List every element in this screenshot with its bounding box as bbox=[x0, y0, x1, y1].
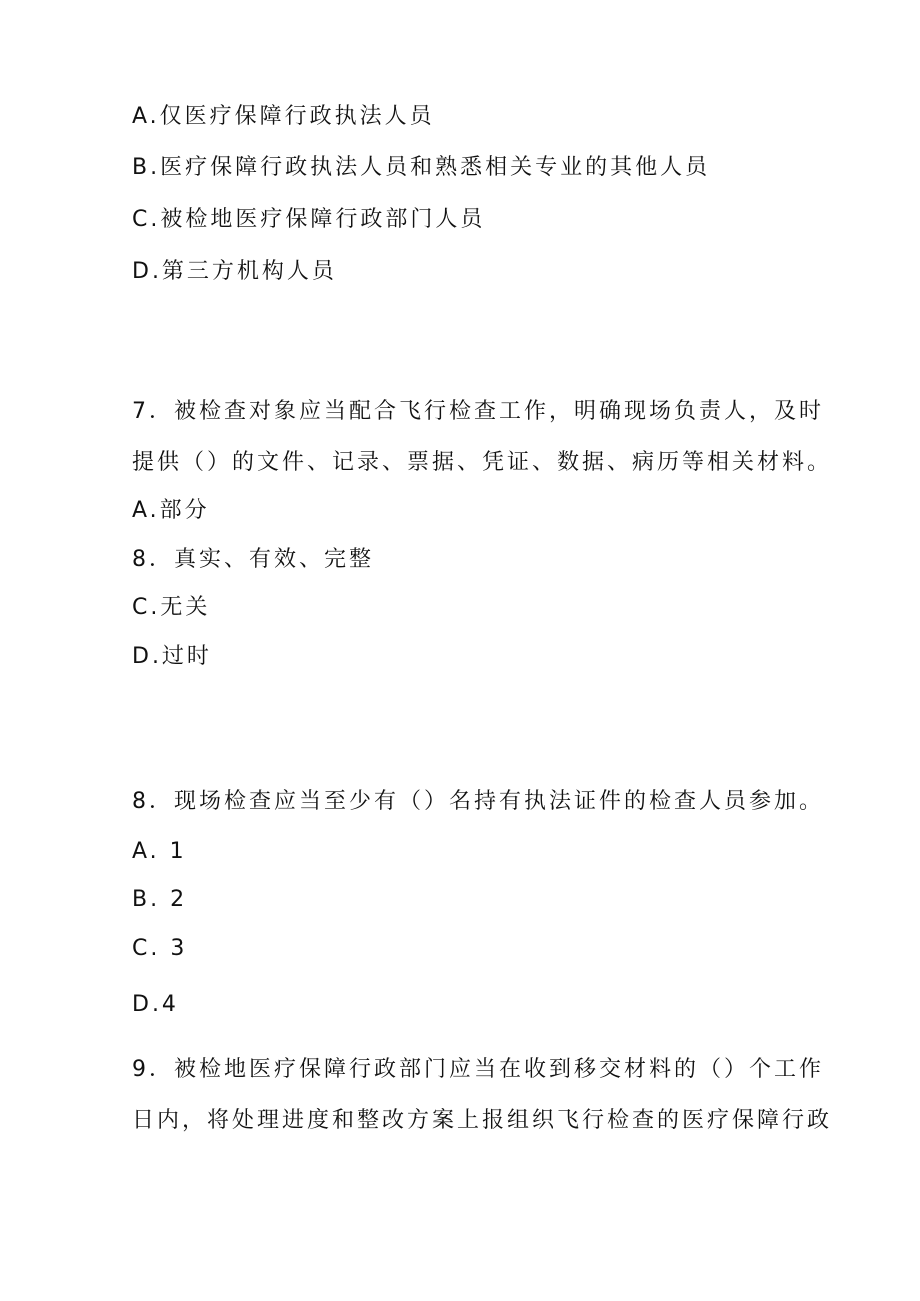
q6-option-b: B.医疗保障行政执法人员和熟悉相关专业的其他人员 bbox=[132, 155, 711, 180]
q6-option-d: D.第三方机构人员 bbox=[132, 259, 337, 284]
q6-option-a: A.仅医疗保障行政执法人员 bbox=[132, 104, 435, 129]
q9-stem-line1: 9．被检地医疗保障行政部门应当在收到移交材料的（）个工作 bbox=[132, 1057, 824, 1082]
q7-stem-line2: 提供（）的文件、记录、票据、凭证、数据、病历等相关材料。 bbox=[132, 450, 833, 475]
q7-option-d: D.过时 bbox=[132, 644, 212, 669]
q8-option-b: B. 2 bbox=[132, 887, 188, 912]
q7-option-c: C.无关 bbox=[132, 595, 211, 620]
q8-option-d: D.4 bbox=[132, 992, 179, 1017]
q7-stem-line1: 7．被检查对象应当配合飞行检查工作，明确现场负责人，及时 bbox=[132, 399, 824, 424]
q9-stem-line2: 日内，将处理进度和整改方案上报组织飞行检查的医疗保障行政 bbox=[132, 1108, 833, 1133]
q7-option-a: A.部分 bbox=[132, 498, 210, 523]
q8-stem: 8．现场检查应当至少有（）名持有执法证件的检查人员参加。 bbox=[132, 789, 824, 814]
q6-option-c: C.被检地医疗保障行政部门人员 bbox=[132, 207, 486, 232]
q8-option-a: A. 1 bbox=[132, 839, 187, 864]
q7-option-b: 8．真实、有效、完整 bbox=[132, 547, 374, 572]
q8-option-c: C. 3 bbox=[132, 936, 188, 961]
